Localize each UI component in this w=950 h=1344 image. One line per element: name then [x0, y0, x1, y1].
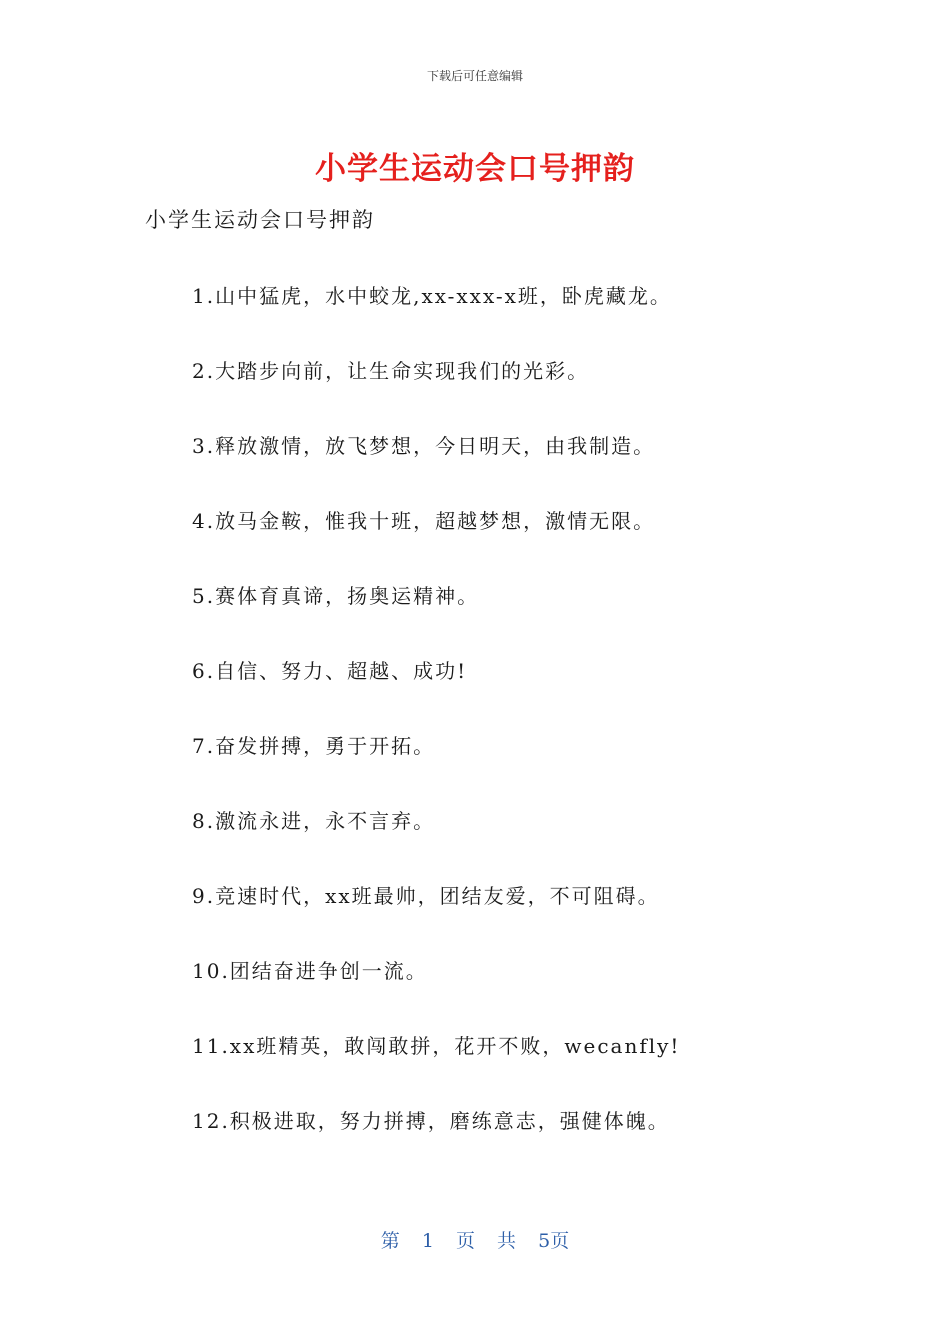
slogan-item-6: 6.自信、努力、超越、成功! — [192, 659, 468, 683]
footer-page-prefix: 第 — [380, 1230, 400, 1252]
slogan-item-7: 7.奋发拼搏，勇于开拓。 — [192, 734, 436, 758]
slogan-item-3: 3.释放激情，放飞梦想，今日明天，由我制造。 — [192, 434, 656, 458]
slogan-item-11: 11.xx班精英，敢闯敢拼，花开不败，wecanfly! — [192, 1034, 681, 1058]
slogan-item-4: 4.放马金鞍，惟我十班，超越梦想，激情无限。 — [192, 509, 656, 533]
footer-total-label: 共 — [497, 1230, 517, 1252]
slogan-item-10: 10.团结奋进争创一流。 — [192, 959, 428, 983]
slogan-item-1: 1.山中猛虎，水中蛟龙,xx-xxx-x班，卧虎藏龙。 — [192, 284, 672, 308]
slogan-list — [192, 278, 680, 1178]
page-header-note: 下载后可任意编辑 — [426, 69, 523, 83]
slogan-item-2: 2.大踏步向前，让生命实现我们的光彩。 — [192, 359, 590, 383]
footer-total-pages: 5页 — [538, 1230, 570, 1252]
document-title: 小学生运动会口号押韵 — [315, 151, 635, 187]
page-footer — [0, 1226, 950, 1253]
slogan-item-5: 5.赛体育真谛，扬奥运精神。 — [192, 584, 480, 608]
slogan-item-8: 8.激流永进，永不言弃。 — [192, 809, 436, 833]
footer-page-mid: 页 — [455, 1230, 475, 1252]
slogan-item-9: 9.竞速时代，xx班最帅，团结友爱，不可阻碍。 — [192, 884, 660, 908]
slogan-item-12: 12.积极进取，努力拼搏，磨练意志，强健体魄。 — [192, 1109, 670, 1133]
document-subtitle: 小学生运动会口号押韵 — [145, 208, 375, 232]
footer-current-page: 1 — [421, 1230, 434, 1252]
